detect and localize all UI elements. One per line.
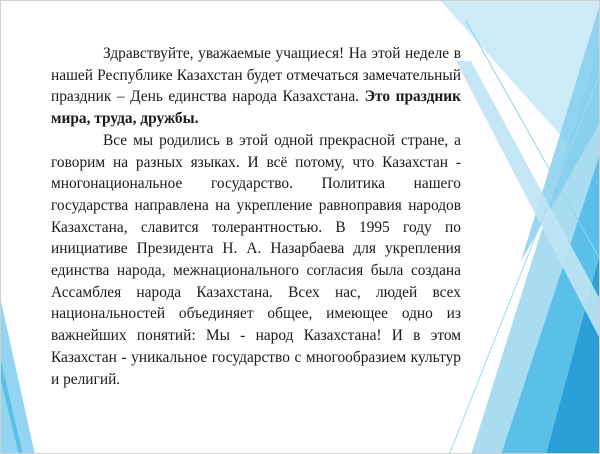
greeting-text: Здравствуйте, уважаемые учащиеся! На этой неделе в нашей Республике Казахстан будет отмечаться замечательный праздник – День единства народа Казахстана. (51, 45, 461, 106)
body-text-box (51, 43, 461, 390)
greeting-bold-text: Это праздник мира, труда, дружбы. (51, 88, 461, 128)
paragraph-main: Все мы родились в этой одной прекрасной стране, а говорим на разных языках. И всё потому, что Казахстан - многонациональное государство. Политика нашего государства направлена на укрепление равноправия народов Казахстана, славится толерантностью. В 1995 году по инициативе Президента Н. А. Назарбаева для укрепления единства народа, межнационального согласия была создана Ассамблея народа Казахстана. Всех нас, людей всех национальностей объединяет общее, имеющее одно из важнейших понятий: Мы - народ Казахстана! И в этом Казахстан - уникальное государство с многообразием культур и религий. (51, 131, 461, 388)
paragraph-greeting (51, 43, 461, 130)
left-accent-shape (1, 301, 35, 454)
